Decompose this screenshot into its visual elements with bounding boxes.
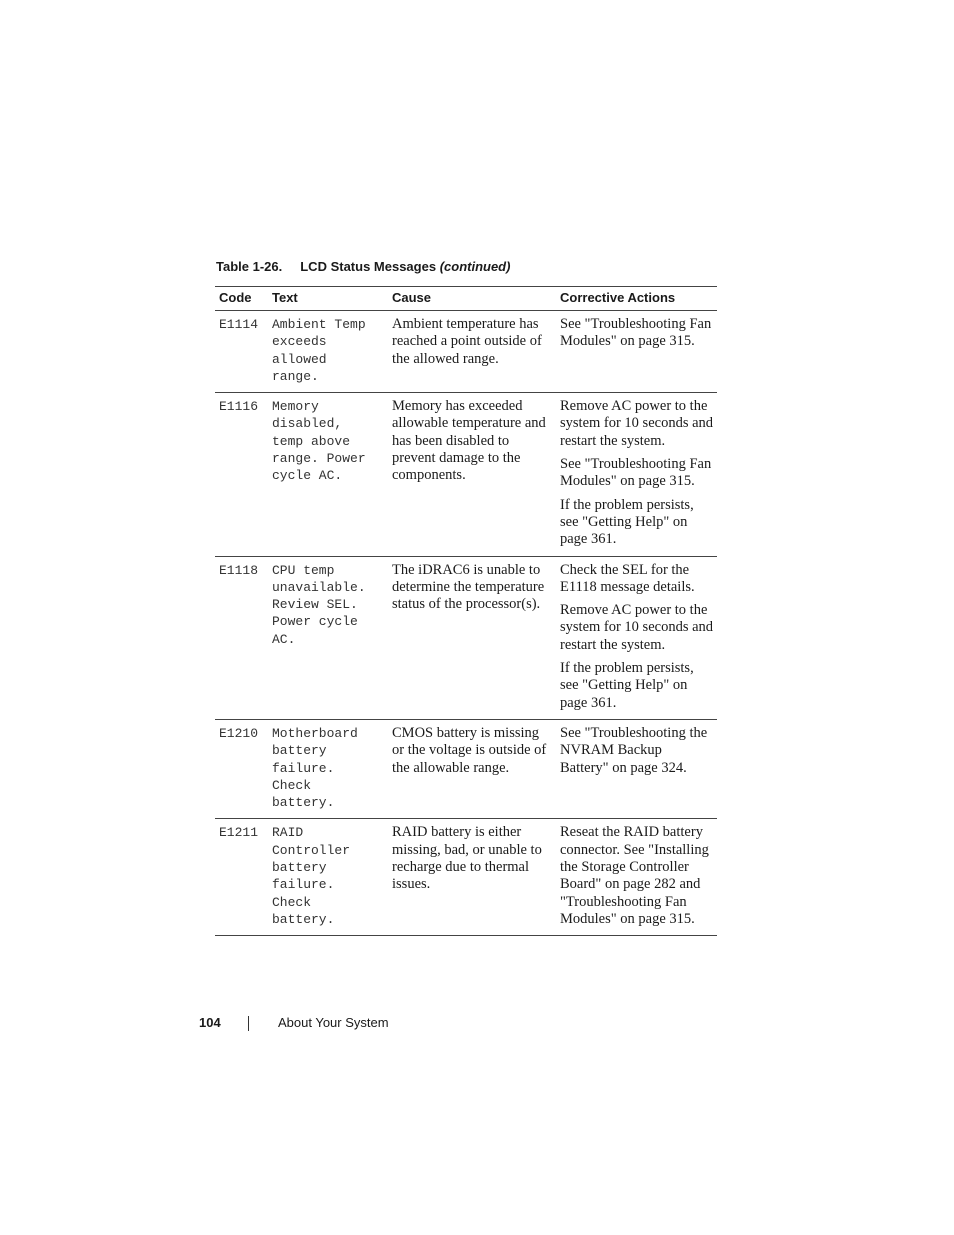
action-paragraph: If the problem persists, see "Getting Help" on page 361. bbox=[560, 660, 694, 711]
header-cause: Cause bbox=[388, 287, 556, 311]
text-cell: CPU temp unavailable. Review SEL. Power cycle AC. bbox=[268, 556, 388, 719]
header-text: Text bbox=[268, 287, 388, 311]
action-paragraph: Reseat the RAID battery connector. See "Installing the Storage Controller Board" on page 282 and "Troubleshooting Fan Modules" on page 315. bbox=[560, 824, 709, 927]
section-title: About Your System bbox=[278, 1015, 389, 1030]
action-paragraph: See "Troubleshooting Fan Modules" on page 315. bbox=[560, 316, 712, 350]
cause-cell: Memory has exceeded allowable temperature and has been disabled to prevent damage to the components. bbox=[388, 393, 556, 556]
actions-cell bbox=[556, 556, 717, 719]
caption-label: Table 1-26. bbox=[216, 259, 283, 274]
text-cell: RAID Controller battery failure. Check battery. bbox=[268, 819, 388, 936]
code-cell: E1210 bbox=[215, 719, 268, 818]
lcd-status-table bbox=[215, 286, 717, 936]
action-paragraph: Remove AC power to the system for 10 seconds and restart the system. bbox=[560, 602, 714, 653]
table-row bbox=[215, 719, 717, 818]
text-cell: Memory disabled, temp above range. Power cycle AC. bbox=[268, 393, 388, 556]
page-footer bbox=[199, 1015, 389, 1030]
caption-title: LCD Status Messages bbox=[300, 259, 437, 274]
code-cell: E1116 bbox=[215, 393, 268, 556]
actions-cell bbox=[556, 719, 717, 818]
footer-divider bbox=[248, 1016, 249, 1031]
text-cell: Ambient Temp exceeds allowed range. bbox=[268, 311, 388, 393]
cause-cell: Ambient temperature has reached a point outside of the allowed range. bbox=[388, 311, 556, 393]
header-code: Code bbox=[215, 287, 268, 311]
action-paragraph: Remove AC power to the system for 10 seconds and restart the system. bbox=[560, 398, 714, 449]
table-row bbox=[215, 311, 717, 393]
table-row bbox=[215, 819, 717, 936]
action-paragraph: See "Troubleshooting the NVRAM Backup Battery" on page 324. bbox=[560, 724, 708, 776]
action-paragraph: If the problem persists, see "Getting Help" on page 361. bbox=[560, 496, 694, 548]
table-caption bbox=[216, 259, 510, 274]
cause-cell: RAID battery is either missing, bad, or unable to recharge due to thermal issues. bbox=[388, 819, 556, 936]
action-paragraph: See "Troubleshooting Fan Modules" on page 315. bbox=[560, 456, 712, 490]
code-cell: E1118 bbox=[215, 556, 268, 719]
table-row bbox=[215, 556, 717, 719]
caption-suffix: (continued) bbox=[439, 259, 511, 274]
code-cell: E1211 bbox=[215, 819, 268, 936]
page-number: 104 bbox=[199, 1015, 221, 1030]
cause-cell: CMOS battery is missing or the voltage is outside of the allowable range. bbox=[388, 719, 556, 818]
actions-cell bbox=[556, 393, 717, 556]
code-cell: E1114 bbox=[215, 311, 268, 393]
action-paragraph: Check the SEL for the E1118 message details. bbox=[560, 561, 695, 595]
text-cell: Motherboard battery failure. Check battery. bbox=[268, 719, 388, 818]
actions-cell bbox=[556, 819, 717, 936]
table-header-row bbox=[215, 287, 717, 311]
actions-cell bbox=[556, 311, 717, 393]
header-actions: Corrective Actions bbox=[556, 287, 717, 311]
cause-cell: The iDRAC6 is unable to determine the temperature status of the processor(s). bbox=[388, 556, 556, 719]
table-row bbox=[215, 393, 717, 556]
